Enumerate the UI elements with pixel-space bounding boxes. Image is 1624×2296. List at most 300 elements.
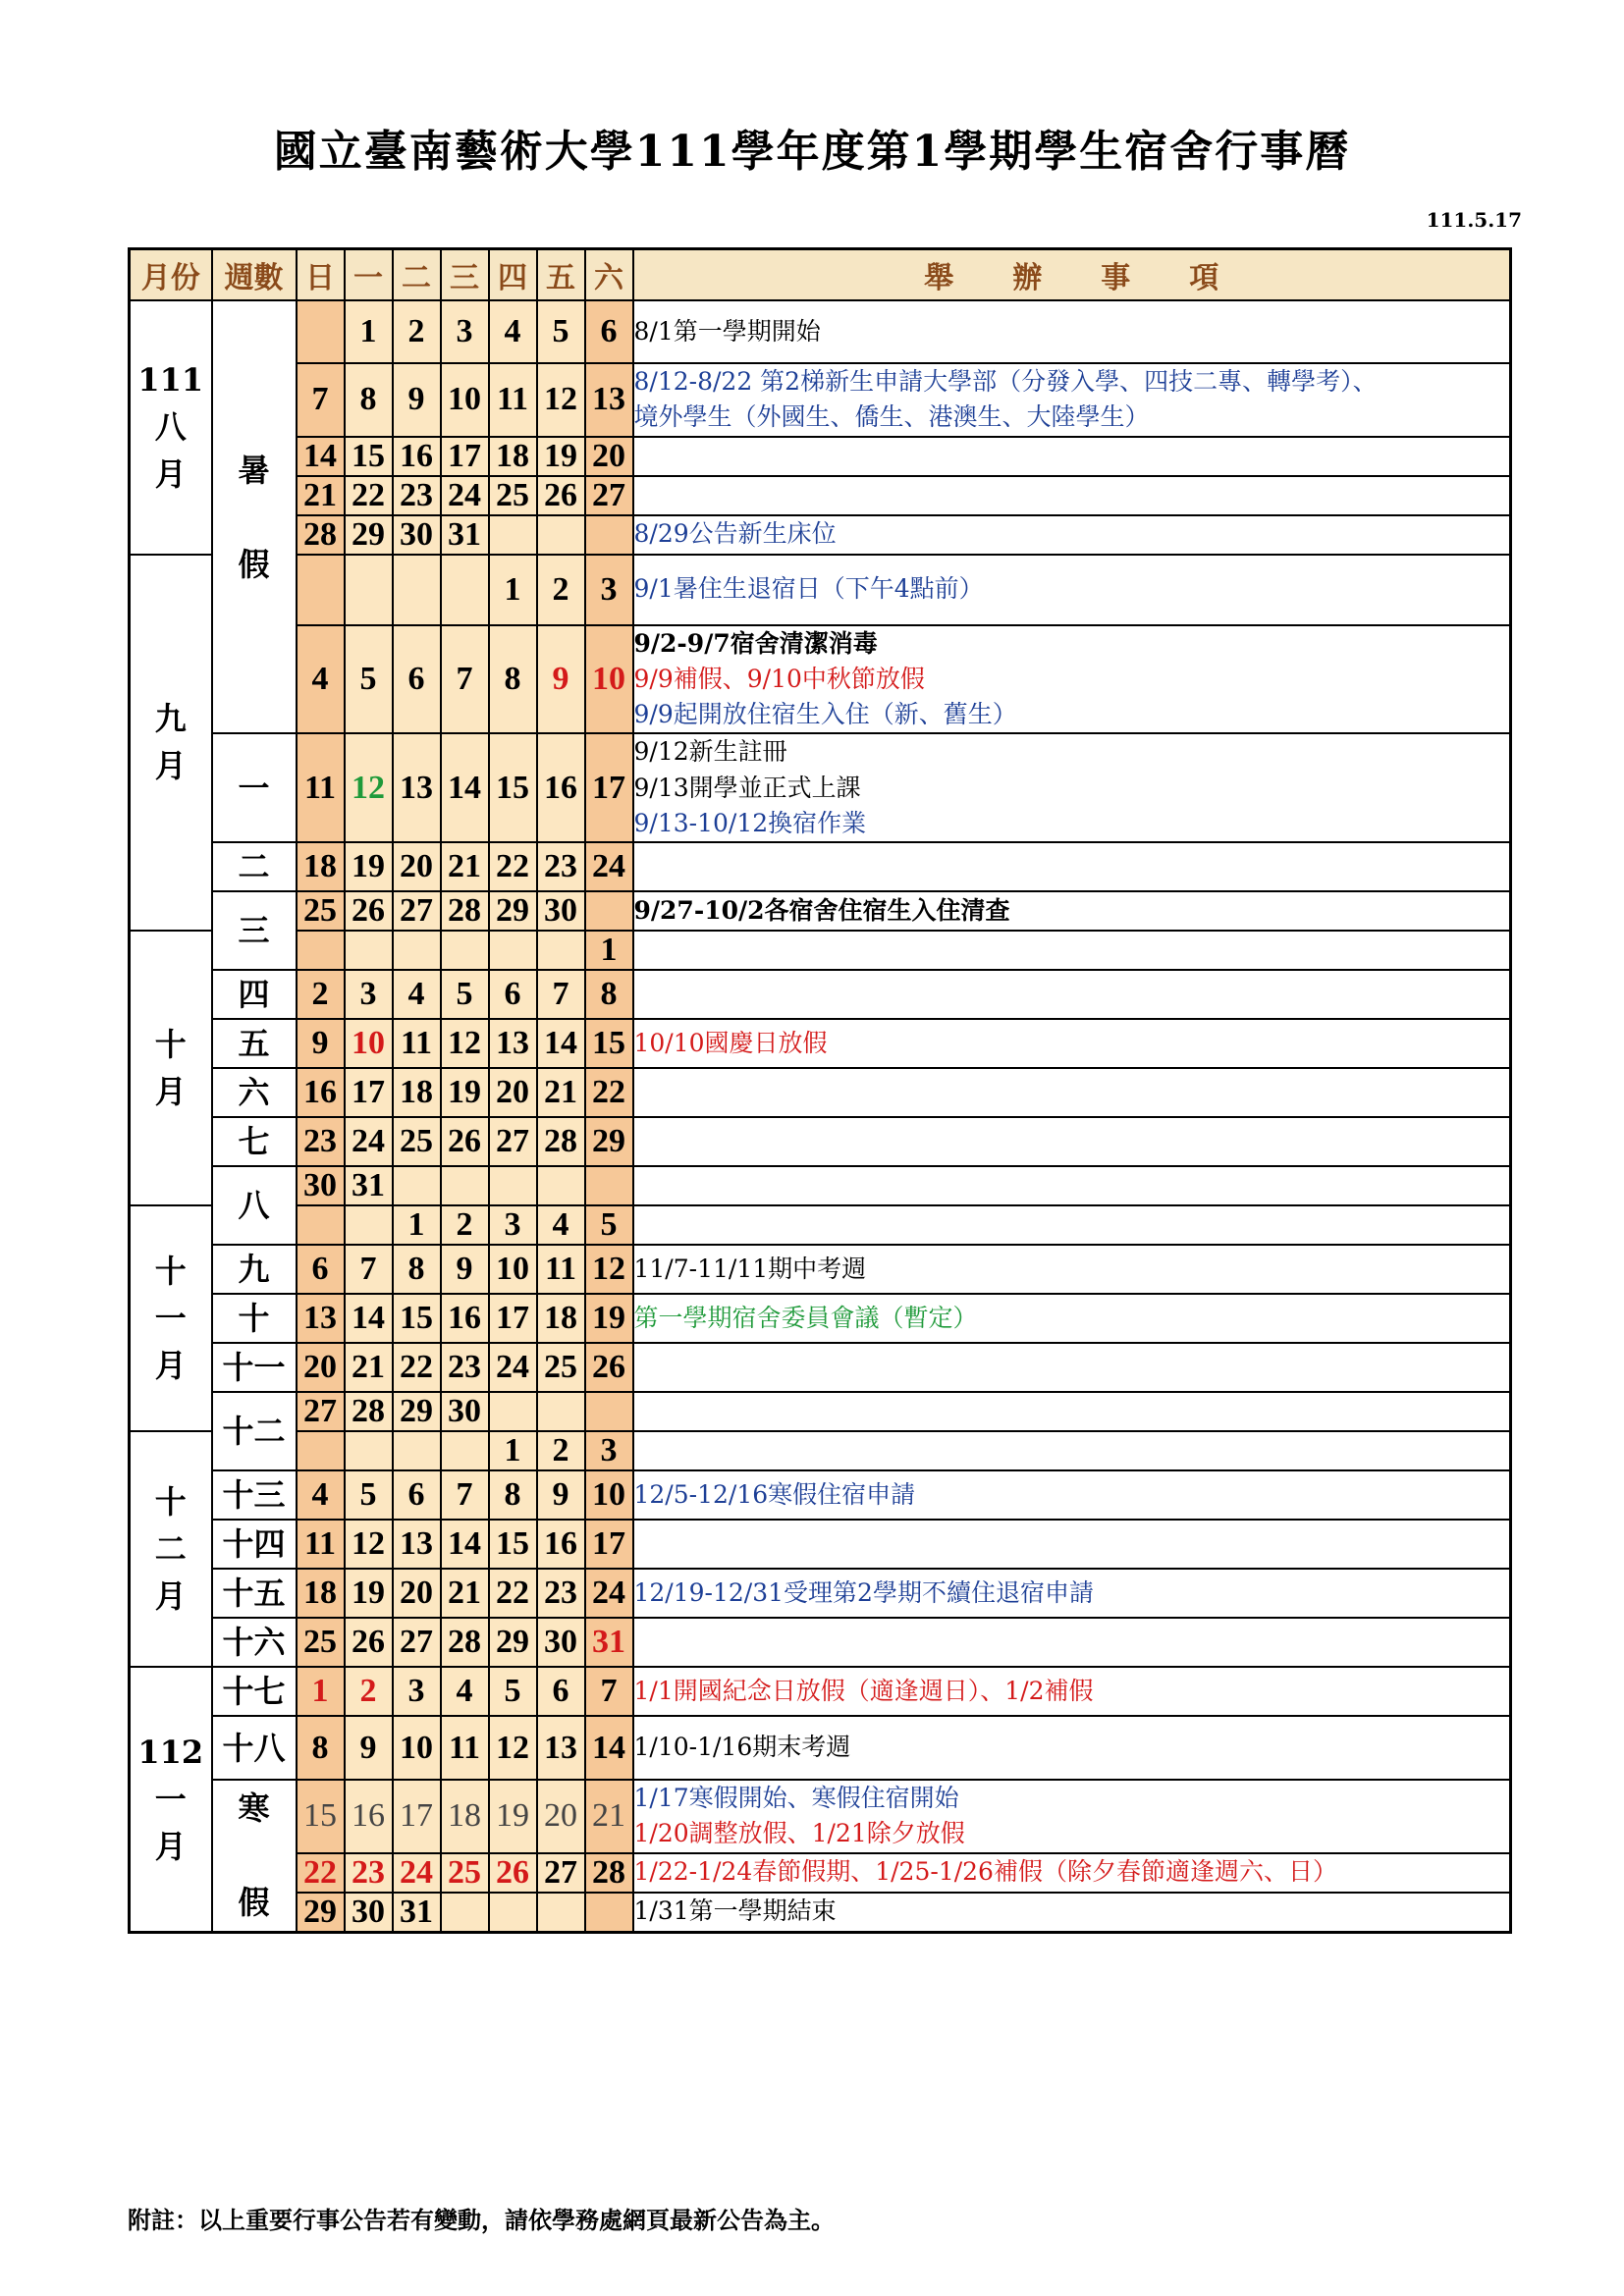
day-cell: 3 xyxy=(345,970,393,1019)
day-cell: 6 xyxy=(393,625,441,734)
day-cell: 22 xyxy=(297,1853,345,1893)
day-cell: 22 xyxy=(489,842,537,891)
event-text: 9/13-10/12換宿作業 xyxy=(633,808,867,837)
day-cell: 12 xyxy=(537,363,585,437)
events-cell xyxy=(633,970,1511,1019)
month-cell: 十 一 月 xyxy=(130,1205,212,1431)
day-cell: 2 xyxy=(345,1667,393,1716)
day-cell: 28 xyxy=(441,891,489,931)
day-cell: 27 xyxy=(297,1392,345,1431)
day-cell xyxy=(585,1893,633,1933)
day-cell: 10 xyxy=(441,363,489,437)
day-cell: 30 xyxy=(537,1618,585,1667)
day-cell: 17 xyxy=(393,1780,441,1853)
events-cell xyxy=(633,1470,1511,1520)
header-cell: 日 xyxy=(297,249,345,301)
day-cell: 11 xyxy=(441,1716,489,1780)
week-number-cell: 一 xyxy=(212,733,297,842)
month-cell: 十 月 xyxy=(130,931,212,1205)
day-cell: 21 xyxy=(297,476,345,515)
day-cell: 14 xyxy=(441,1520,489,1569)
week-row xyxy=(130,625,1511,734)
day-cell: 20 xyxy=(537,1780,585,1853)
day-cell xyxy=(537,931,585,970)
day-cell: 8 xyxy=(345,363,393,437)
day-cell: 13 xyxy=(297,1294,345,1343)
day-cell: 17 xyxy=(345,1068,393,1117)
day-cell: 24 xyxy=(441,476,489,515)
day-cell: 18 xyxy=(489,437,537,476)
day-cell: 5 xyxy=(345,1470,393,1520)
event-text: 境外學生（外國生、僑生、港澳生、大陸學生） xyxy=(633,402,1150,432)
day-cell xyxy=(489,515,537,555)
events-cell xyxy=(633,1019,1511,1068)
day-cell: 25 xyxy=(489,476,537,515)
week-number-cell: 八 xyxy=(212,1166,297,1245)
day-cell: 24 xyxy=(393,1853,441,1893)
day-cell xyxy=(345,1431,393,1470)
day-cell: 10 xyxy=(489,1245,537,1294)
event-text: 1/1開國紀念日放假（適逢週日）、1/2補假 xyxy=(633,1676,1094,1705)
day-cell: 14 xyxy=(537,1019,585,1068)
day-cell: 26 xyxy=(585,1343,633,1392)
day-cell: 13 xyxy=(537,1716,585,1780)
day-cell: 7 xyxy=(441,625,489,734)
day-cell: 20 xyxy=(585,437,633,476)
day-cell: 21 xyxy=(345,1343,393,1392)
day-cell: 10 xyxy=(345,1019,393,1068)
day-cell: 22 xyxy=(345,476,393,515)
day-cell: 11 xyxy=(297,1520,345,1569)
event-text: 9/27-10/2各宿舍住宿生入住清查 xyxy=(633,895,1010,925)
week-row xyxy=(130,1893,1511,1933)
day-cell xyxy=(297,1205,345,1245)
page-title: 國立臺南藝術大學111學年度第1學期學生宿舍行事曆 xyxy=(273,127,1351,177)
day-cell: 13 xyxy=(585,363,633,437)
footnote: 附註：以上重要行事公告若有變動，請依學務處網頁最新公告為主。 xyxy=(128,2206,835,2234)
day-cell xyxy=(345,1205,393,1245)
day-cell: 27 xyxy=(537,1853,585,1893)
day-cell: 28 xyxy=(537,1117,585,1166)
day-cell: 25 xyxy=(297,891,345,931)
event-text: 9/1暑住生退宿日（下午4點前） xyxy=(633,574,984,604)
week-row xyxy=(130,1780,1511,1853)
day-cell: 27 xyxy=(393,891,441,931)
day-cell: 9 xyxy=(441,1245,489,1294)
event-text: 10/10國慶日放假 xyxy=(633,1028,828,1057)
day-cell: 23 xyxy=(537,842,585,891)
day-cell: 29 xyxy=(489,891,537,931)
week-row xyxy=(130,1392,1511,1431)
day-cell xyxy=(393,555,441,625)
day-cell: 15 xyxy=(489,733,537,842)
day-cell: 4 xyxy=(393,970,441,1019)
day-cell: 30 xyxy=(393,515,441,555)
day-cell: 14 xyxy=(585,1716,633,1780)
day-cell: 27 xyxy=(585,476,633,515)
week-row xyxy=(130,1431,1511,1470)
week-row xyxy=(130,1569,1511,1618)
event-text: 9/9起開放住宿生入住（新、舊生） xyxy=(633,700,1017,728)
day-cell xyxy=(441,931,489,970)
week-row xyxy=(130,437,1511,476)
day-cell: 12 xyxy=(585,1245,633,1294)
day-cell: 15 xyxy=(297,1780,345,1853)
events-cell xyxy=(633,476,1511,515)
events-cell xyxy=(633,1618,1511,1667)
day-cell xyxy=(489,1893,537,1933)
week-number-cell: 十八 xyxy=(212,1716,297,1780)
day-cell: 28 xyxy=(585,1853,633,1893)
day-cell: 24 xyxy=(489,1343,537,1392)
day-cell: 20 xyxy=(297,1343,345,1392)
week-row xyxy=(130,1117,1511,1166)
day-cell: 8 xyxy=(393,1245,441,1294)
week-number-cell: 二 xyxy=(212,842,297,891)
day-cell: 4 xyxy=(441,1667,489,1716)
event-text: 8/1第一學期開始 xyxy=(633,316,821,346)
day-cell: 16 xyxy=(537,733,585,842)
week-row xyxy=(130,363,1511,437)
day-cell: 15 xyxy=(489,1520,537,1569)
day-cell: 22 xyxy=(489,1569,537,1618)
day-cell: 30 xyxy=(441,1392,489,1431)
revision-date: 111.5.17 xyxy=(1426,208,1522,232)
day-cell: 23 xyxy=(345,1853,393,1893)
day-cell: 27 xyxy=(489,1117,537,1166)
week-row xyxy=(130,931,1511,970)
day-cell: 13 xyxy=(393,733,441,842)
day-cell xyxy=(489,1166,537,1205)
week-number-cell: 十三 xyxy=(212,1470,297,1520)
events-cell xyxy=(633,891,1511,931)
day-cell: 4 xyxy=(297,625,345,734)
week-number-cell: 三 xyxy=(212,891,297,970)
day-cell: 18 xyxy=(393,1068,441,1117)
day-cell: 24 xyxy=(345,1117,393,1166)
week-row xyxy=(130,300,1511,363)
day-cell xyxy=(441,555,489,625)
calendar-table xyxy=(128,247,1512,1934)
day-cell xyxy=(297,1431,345,1470)
event-text: 9/12新生註冊 xyxy=(633,737,787,767)
week-row xyxy=(130,555,1511,625)
day-cell xyxy=(393,931,441,970)
week-row xyxy=(130,1470,1511,1520)
header-row xyxy=(130,249,1511,301)
day-cell: 15 xyxy=(345,437,393,476)
day-cell: 24 xyxy=(585,1569,633,1618)
month-cell: 十 二 月 xyxy=(130,1431,212,1667)
day-cell: 6 xyxy=(489,970,537,1019)
day-cell: 20 xyxy=(393,842,441,891)
day-cell xyxy=(441,1431,489,1470)
day-cell: 21 xyxy=(441,1569,489,1618)
day-cell: 29 xyxy=(345,515,393,555)
events-cell xyxy=(633,1431,1511,1470)
events-cell xyxy=(633,1166,1511,1205)
day-cell: 30 xyxy=(537,891,585,931)
month-cell: 111 八 月 xyxy=(130,300,212,555)
week-number-cell: 五 xyxy=(212,1019,297,1068)
day-cell: 26 xyxy=(489,1853,537,1893)
month-cell: 九 月 xyxy=(130,555,212,932)
day-cell: 13 xyxy=(393,1520,441,1569)
day-cell: 29 xyxy=(585,1117,633,1166)
day-cell: 19 xyxy=(489,1780,537,1853)
week-row xyxy=(130,1019,1511,1068)
event-text: 1/22-1/24春節假期、1/25-1/26補假（除夕春節適逢週六、日） xyxy=(633,1857,1337,1887)
day-cell: 26 xyxy=(345,1618,393,1667)
day-cell xyxy=(441,1166,489,1205)
day-cell: 5 xyxy=(537,300,585,363)
events-cell xyxy=(633,1068,1511,1117)
header-cell: 三 xyxy=(441,249,489,301)
day-cell xyxy=(585,1166,633,1205)
events-cell xyxy=(633,1392,1511,1431)
day-cell: 26 xyxy=(345,891,393,931)
week-row xyxy=(130,1618,1511,1667)
day-cell: 12 xyxy=(345,733,393,842)
header-cell: 一 xyxy=(345,249,393,301)
day-cell: 19 xyxy=(345,842,393,891)
day-cell: 3 xyxy=(393,1667,441,1716)
week-row xyxy=(130,1068,1511,1117)
header-cell: 六 xyxy=(585,249,633,301)
events-cell xyxy=(633,842,1511,891)
day-cell: 3 xyxy=(489,1205,537,1245)
day-cell: 18 xyxy=(537,1294,585,1343)
day-cell: 9 xyxy=(345,1716,393,1780)
day-cell: 25 xyxy=(297,1618,345,1667)
day-cell xyxy=(393,1431,441,1470)
day-cell: 6 xyxy=(585,300,633,363)
day-cell: 7 xyxy=(585,1667,633,1716)
day-cell: 30 xyxy=(345,1893,393,1933)
day-cell: 10 xyxy=(393,1716,441,1780)
day-cell xyxy=(585,891,633,931)
month-cell: 112 一 月 xyxy=(130,1667,212,1932)
events-cell xyxy=(633,625,1511,734)
day-cell: 11 xyxy=(393,1019,441,1068)
day-cell: 20 xyxy=(393,1569,441,1618)
event-text: 11/7-11/11期中考週 xyxy=(633,1254,867,1283)
day-cell: 17 xyxy=(441,437,489,476)
day-cell: 14 xyxy=(441,733,489,842)
week-number-cell: 寒 假 xyxy=(212,1780,297,1932)
week-row xyxy=(130,1294,1511,1343)
week-number-cell: 七 xyxy=(212,1117,297,1166)
day-cell xyxy=(537,515,585,555)
week-row xyxy=(130,891,1511,931)
events-cell xyxy=(633,300,1511,363)
day-cell: 1 xyxy=(489,555,537,625)
day-cell xyxy=(489,1392,537,1431)
week-row xyxy=(130,970,1511,1019)
day-cell: 8 xyxy=(489,1470,537,1520)
header-cell: 五 xyxy=(537,249,585,301)
day-cell: 1 xyxy=(585,931,633,970)
day-cell xyxy=(297,931,345,970)
day-cell: 6 xyxy=(393,1470,441,1520)
day-cell: 16 xyxy=(345,1780,393,1853)
day-cell: 20 xyxy=(489,1068,537,1117)
day-cell: 24 xyxy=(585,842,633,891)
day-cell: 23 xyxy=(393,476,441,515)
event-text: 8/29公告新生床位 xyxy=(633,519,837,549)
day-cell: 19 xyxy=(345,1569,393,1618)
week-number-cell: 十六 xyxy=(212,1618,297,1667)
day-cell: 17 xyxy=(585,733,633,842)
events-cell xyxy=(633,1853,1511,1893)
day-cell: 23 xyxy=(297,1117,345,1166)
day-cell: 26 xyxy=(441,1117,489,1166)
day-cell: 31 xyxy=(345,1166,393,1205)
day-cell xyxy=(537,1893,585,1933)
day-cell xyxy=(537,1392,585,1431)
week-number-cell: 十五 xyxy=(212,1569,297,1618)
day-cell: 4 xyxy=(489,300,537,363)
week-number-cell: 六 xyxy=(212,1068,297,1117)
day-cell: 26 xyxy=(537,476,585,515)
day-cell xyxy=(297,300,345,363)
day-cell: 1 xyxy=(345,300,393,363)
event-text: 9/13開學並正式上課 xyxy=(633,773,861,802)
day-cell: 18 xyxy=(297,842,345,891)
day-cell: 9 xyxy=(393,363,441,437)
day-cell: 12 xyxy=(441,1019,489,1068)
day-cell: 22 xyxy=(585,1068,633,1117)
events-cell xyxy=(633,1205,1511,1245)
day-cell: 28 xyxy=(297,515,345,555)
day-cell: 16 xyxy=(441,1294,489,1343)
week-number-cell: 十七 xyxy=(212,1667,297,1716)
events-cell xyxy=(633,363,1511,437)
events-cell xyxy=(633,1343,1511,1392)
day-cell: 21 xyxy=(441,842,489,891)
event-text: 12/5-12/16寒假住宿申請 xyxy=(633,1479,916,1509)
day-cell xyxy=(441,1893,489,1933)
day-cell: 31 xyxy=(393,1893,441,1933)
day-cell: 31 xyxy=(441,515,489,555)
header-cell: 週數 xyxy=(212,249,297,301)
event-text: 第一學期宿舍委員會議（暫定） xyxy=(633,1303,978,1332)
day-cell: 13 xyxy=(489,1019,537,1068)
day-cell: 21 xyxy=(585,1780,633,1853)
week-row xyxy=(130,1343,1511,1392)
day-cell: 28 xyxy=(345,1392,393,1431)
event-text: 8/12-8/22 第2梯新生申請大學部（分發入學、四技二專、轉學考）、 xyxy=(633,367,1378,396)
events-cell xyxy=(633,1780,1511,1853)
day-cell: 12 xyxy=(489,1716,537,1780)
day-cell: 7 xyxy=(441,1470,489,1520)
week-row xyxy=(130,1667,1511,1716)
day-cell: 2 xyxy=(393,300,441,363)
day-cell xyxy=(393,1166,441,1205)
week-row xyxy=(130,476,1511,515)
events-cell xyxy=(633,931,1511,970)
day-cell: 23 xyxy=(537,1569,585,1618)
day-cell: 11 xyxy=(297,733,345,842)
week-number-cell: 十二 xyxy=(212,1392,297,1470)
day-cell: 19 xyxy=(585,1294,633,1343)
header-events: 舉 辦 事 項 xyxy=(633,249,1511,301)
week-row xyxy=(130,1205,1511,1245)
day-cell: 29 xyxy=(297,1893,345,1933)
events-cell xyxy=(633,1294,1511,1343)
event-text: 1/10-1/16期末考週 xyxy=(633,1733,851,1762)
week-number-cell: 暑 假 xyxy=(212,300,297,733)
day-cell: 28 xyxy=(441,1618,489,1667)
day-cell: 5 xyxy=(441,970,489,1019)
week-row xyxy=(130,1245,1511,1294)
events-cell xyxy=(633,1245,1511,1294)
day-cell: 2 xyxy=(297,970,345,1019)
day-cell xyxy=(585,515,633,555)
day-cell: 18 xyxy=(441,1780,489,1853)
day-cell: 29 xyxy=(489,1618,537,1667)
week-row xyxy=(130,842,1511,891)
day-cell xyxy=(489,931,537,970)
events-cell xyxy=(633,1117,1511,1166)
week-number-cell: 十四 xyxy=(212,1520,297,1569)
events-cell xyxy=(633,1893,1511,1933)
events-cell xyxy=(633,437,1511,476)
day-cell: 1 xyxy=(393,1205,441,1245)
day-cell: 25 xyxy=(441,1853,489,1893)
day-cell xyxy=(345,555,393,625)
day-cell: 23 xyxy=(441,1343,489,1392)
day-cell: 19 xyxy=(537,437,585,476)
day-cell: 2 xyxy=(441,1205,489,1245)
day-cell: 12 xyxy=(345,1520,393,1569)
day-cell: 17 xyxy=(489,1294,537,1343)
day-cell: 6 xyxy=(537,1667,585,1716)
day-cell: 27 xyxy=(393,1618,441,1667)
events-cell xyxy=(633,733,1511,842)
events-cell xyxy=(633,555,1511,625)
week-row xyxy=(130,1853,1511,1893)
day-cell: 4 xyxy=(537,1205,585,1245)
day-cell: 7 xyxy=(345,1245,393,1294)
day-cell: 2 xyxy=(537,1431,585,1470)
events-cell xyxy=(633,515,1511,555)
day-cell: 22 xyxy=(393,1343,441,1392)
day-cell: 25 xyxy=(537,1343,585,1392)
day-cell: 3 xyxy=(585,1431,633,1470)
day-cell: 7 xyxy=(297,363,345,437)
day-cell: 16 xyxy=(297,1068,345,1117)
event-text: 9/9補假、9/10中秋節放假 xyxy=(633,664,925,693)
week-row xyxy=(130,733,1511,842)
day-cell: 16 xyxy=(393,437,441,476)
day-cell: 5 xyxy=(489,1667,537,1716)
day-cell xyxy=(585,1392,633,1431)
day-cell: 4 xyxy=(297,1470,345,1520)
day-cell: 6 xyxy=(297,1245,345,1294)
day-cell: 10 xyxy=(585,625,633,734)
day-cell: 1 xyxy=(297,1667,345,1716)
day-cell: 15 xyxy=(393,1294,441,1343)
day-cell xyxy=(345,931,393,970)
day-cell: 11 xyxy=(489,363,537,437)
day-cell: 16 xyxy=(537,1520,585,1569)
day-cell: 15 xyxy=(585,1019,633,1068)
day-cell: 9 xyxy=(537,625,585,734)
day-cell: 14 xyxy=(297,437,345,476)
day-cell: 21 xyxy=(537,1068,585,1117)
day-cell: 8 xyxy=(489,625,537,734)
